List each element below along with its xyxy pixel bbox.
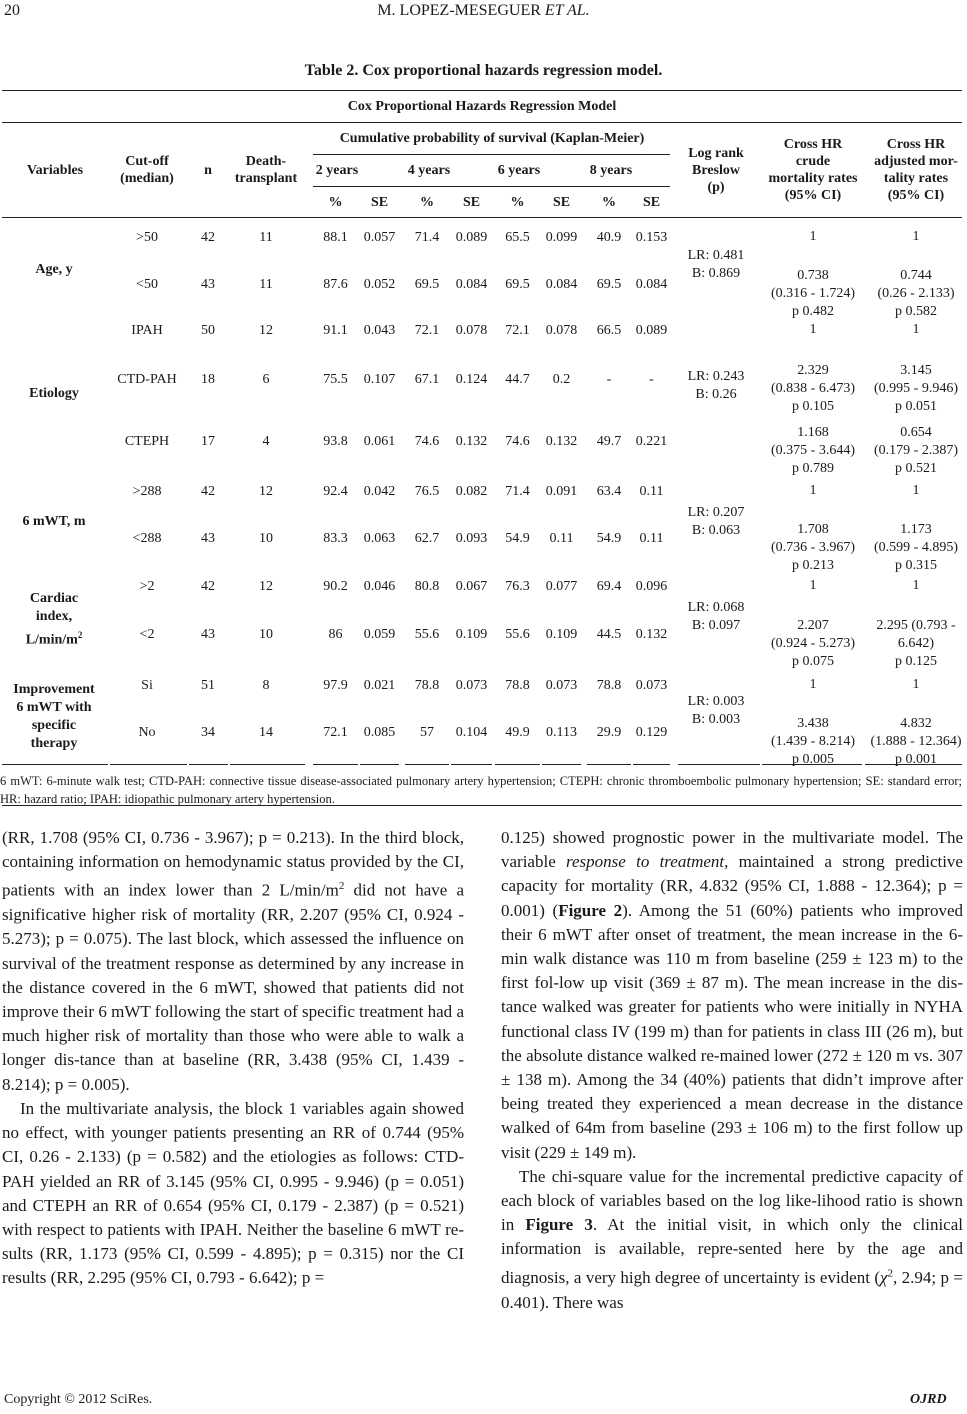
left-paragraph-1: (RR, 1.708 (95% CI, 0.736 - 3.967); p = 0.213). In the third block, containing information on hemodynamic status provided by the CI, patients with an index lower than 2 $L/\min/m^2$ did not have a significative higher risk of mortality (RR, 2.207 (95% CI, 0.924 - 5.273); p = 0.075). The last block, which assessed the influence on survival of the treatment response as determined by any increase in the distance covered in the 6 mWT, showed that patients did not improve their 6 mWT following the start of specific treatment had a much higher risk of mortality than those who were able to walk a longer dis-tance than at baseline (RR, 3.438 (95% CI, 1.439 - 8.214); p = 0.005). xyxy=(2,828,464,1094)
row-km-value: 78.8 xyxy=(596,677,622,693)
header-sub-3: % xyxy=(420,194,434,210)
row-n: 43 xyxy=(201,530,215,546)
header-death-transplant: Death- transplant xyxy=(234,154,298,186)
row-crude-hr: 1 xyxy=(809,322,817,337)
row-cutoff: Si xyxy=(141,677,153,693)
row-km-value: 0.063 xyxy=(363,530,396,546)
row-n: 17 xyxy=(201,433,215,449)
row-adjusted-hr: 0.744 (0.26 - 2.133) p 0.582 xyxy=(877,268,955,319)
row-km-value: 0.073 xyxy=(545,677,578,693)
table-bottom-segment xyxy=(189,764,228,765)
row-adjusted-hr: 4.832 (1.888 - 12.364) p 0.001 xyxy=(870,716,962,767)
row-km-value: 88.1 xyxy=(323,229,348,245)
row-adjusted-hr: 1 xyxy=(912,322,920,337)
row-crude-hr: 2.207 (0.924 - 5.273) p 0.075 xyxy=(771,618,855,669)
row-km-value: 44.7 xyxy=(505,371,530,387)
row-km-value: 78.8 xyxy=(414,677,440,693)
row-km-value: 87.6 xyxy=(323,276,348,292)
running-head: M. LOPEZ-MESEGUER ET AL. xyxy=(377,2,590,19)
row-km-value: 0.11 xyxy=(549,530,574,546)
row-death-transplant: 6 xyxy=(262,371,270,387)
right-paragraph-2: The chi-square value for the incremental predictive capacity of each block of variables based on the log like-lihood ratio is shown in Figure 3. At the initial visit, in which only the clinical information is available, repre-sented here by the age and diagnosis, a very high degree of uncertainty is evident ($\chi^2$, 2.94; p = 0.401). There was xyxy=(501,1166,963,1312)
row-km-value: 91.1 xyxy=(323,322,348,338)
table-bottom-segment xyxy=(542,764,581,765)
header-n: n xyxy=(204,162,212,178)
group-log-rank: LR: 0.243 B: 0.26 xyxy=(687,369,745,402)
header-sub-6: SE xyxy=(552,194,571,210)
table-bottom-segment xyxy=(495,764,540,765)
row-crude-hr: 3.438 (1.439 - 8.214) p 0.005 xyxy=(771,716,855,767)
header-sub-5: % xyxy=(510,194,525,210)
row-km-value: 71.4 xyxy=(414,229,440,245)
header-cutoff: Cut-off (median) xyxy=(120,154,174,186)
row-km-value: 0.067 xyxy=(455,578,488,594)
row-cutoff: IPAH xyxy=(131,322,163,338)
row-km-value: 90.2 xyxy=(323,578,348,594)
row-km-value: 80.8 xyxy=(414,578,440,594)
table-bottom-segment xyxy=(633,764,670,765)
right-paragraph-1: 0.125) showed prognostic power in the multivariate model. The variable response to treatment, maintained a strong predictive capacity for mortality (RR, 4.832 (95% CI, 1.888 - 12.364); p = 0.001) (Figure 2). Among the 51 (60%) patients who improved their 6 mWT after onset of treatment, the mean increase in the 6-min walk distance was 110 m from baseline (259 ± 123 m) to the first fol-low up visit (369 ± 87 m). The mean increase in the dis-tance walked was greater for patients who were initially in NYHA functional class IV (199 m) than for patients in class III (26 m), but the absolute distance walked re-mained lower (272 ± 120 m vs. 307 ± 138 m). Among the 34 (40%) patients that didn’t improve after being treated they experienced a mean decrease in the distance walked of 64m from baseline (293 ± 106 m) to the first follow up visit (229 ± 149 m). xyxy=(501,828,963,1162)
row-adjusted-hr: 1 xyxy=(912,229,920,244)
header-sub-2: SE xyxy=(370,194,389,210)
table-bottom-segment xyxy=(230,764,305,765)
header-sub-1: % xyxy=(328,194,343,210)
group-log-rank: LR: 0.003 B: 0.003 xyxy=(687,694,745,727)
row-km-value: 54.9 xyxy=(596,530,622,546)
row-crude-hr: 1.168 (0.375 - 3.644) p 0.789 xyxy=(771,425,855,476)
header-crude-hr: Cross HR crude mortality rates (95% CI) xyxy=(768,137,858,203)
row-cutoff: No xyxy=(138,724,156,740)
row-km-value: 78.8 xyxy=(505,677,530,693)
row-adjusted-hr: 1 xyxy=(912,677,920,692)
row-death-transplant: 10 xyxy=(259,530,273,546)
row-crude-hr: 1.708 (0.736 - 3.967) p 0.213 xyxy=(771,522,855,573)
row-km-value: 0.082 xyxy=(455,483,488,499)
row-km-value: 97.9 xyxy=(323,677,348,693)
row-cutoff: <2 xyxy=(139,626,155,642)
header-year-1: 2 years xyxy=(315,162,359,178)
row-crude-hr: 1 xyxy=(809,483,817,498)
row-km-value: - xyxy=(649,371,654,387)
row-km-value: 0.073 xyxy=(635,677,668,693)
row-km-value: 74.6 xyxy=(505,433,530,449)
row-adjusted-hr: 0.654 (0.179 - 2.387) p 0.521 xyxy=(874,425,958,476)
row-km-value: 69.5 xyxy=(596,276,622,292)
row-km-value: 69.5 xyxy=(505,276,530,292)
table-bottom-segment xyxy=(587,764,631,765)
row-km-value: 76.3 xyxy=(505,578,530,594)
row-cutoff: CTD-PAH xyxy=(117,371,177,387)
row-crude-hr: 1 xyxy=(809,229,817,244)
row-death-transplant: 8 xyxy=(262,677,270,693)
row-km-value: 0.021 xyxy=(363,677,396,693)
row-km-value: 0.096 xyxy=(635,578,668,594)
row-n: 50 xyxy=(201,322,215,338)
row-n: 42 xyxy=(201,578,215,594)
row-crude-hr: 1 xyxy=(809,677,817,692)
row-km-value: 49.9 xyxy=(505,724,530,740)
group-log-rank: LR: 0.207 B: 0.063 xyxy=(687,505,745,538)
row-km-value: 72.1 xyxy=(414,322,440,338)
header-log-rank: Log rank Breslow (p) xyxy=(688,145,744,195)
row-km-value: 0.084 xyxy=(635,276,668,292)
row-adjusted-hr: 1 xyxy=(912,578,920,593)
table-caption: Table 2. Cox proportional hazards regression model. xyxy=(304,62,663,79)
row-km-value: 29.9 xyxy=(596,724,622,740)
left-paragraph-2: In the multivariate analysis, the block 1 variables again showed no effect, with younger patients presenting an RR of 0.744 (95% CI, 0.26 - 2.133) (p = 0.582) and the etiologies as follows: CTD-PAH yielded an RR of 3.145 (95% CI, 0.995 - 9.946) (p = 0.051) and CTEPH an RR of 0.654 (95% CI, 0.179 - 2.387) (p = 0.521) with respect to patients with IPAH. Neither the baseline 6 mWT re-sults (RR, 1.173 (95% CI, 0.599 - 4.895); p = 0.315) nor the CI results (RR, 2.295 (95% CI, 0.793 - 6.642); p = xyxy=(2,1098,464,1288)
group-label: 6 mWT, m xyxy=(22,514,86,529)
row-cutoff: <288 xyxy=(132,530,162,546)
row-km-value: 44.5 xyxy=(596,626,622,642)
row-km-value: 0.091 xyxy=(545,483,578,499)
row-km-value: 0.11 xyxy=(639,483,664,499)
row-km-value: 0.059 xyxy=(363,626,396,642)
row-death-transplant: 11 xyxy=(259,229,273,245)
header-year-2: 4 years xyxy=(407,162,451,178)
row-km-value: 0.132 xyxy=(545,433,578,449)
row-n: 34 xyxy=(201,724,215,740)
row-km-value: 74.6 xyxy=(414,433,440,449)
row-km-value: 0.093 xyxy=(455,530,488,546)
row-km-value: 55.6 xyxy=(414,626,440,642)
row-crude-hr: 2.329 (0.838 - 6.473) p 0.105 xyxy=(771,363,855,414)
row-km-value: 92.4 xyxy=(323,483,348,499)
row-km-value: 55.6 xyxy=(505,626,530,642)
table-title: Cox Proportional Hazards Regression Model xyxy=(347,98,617,114)
row-km-value: 66.5 xyxy=(596,322,622,338)
row-n: 42 xyxy=(201,483,215,499)
row-km-value: 0.089 xyxy=(455,229,488,245)
row-km-value: 69.5 xyxy=(414,276,440,292)
table-bottom-segment xyxy=(678,764,760,765)
row-km-value: 71.4 xyxy=(505,483,530,499)
km-header-rule xyxy=(313,154,670,155)
header-sub-7: % xyxy=(602,194,616,210)
table-title-rule xyxy=(2,122,962,123)
header-bottom-rule xyxy=(2,217,962,218)
row-cutoff: >50 xyxy=(136,229,158,245)
row-death-transplant: 14 xyxy=(259,724,273,740)
row-km-value: 0.153 xyxy=(635,229,668,245)
header-adjusted-hr: Cross HR adjusted mor- tality rates (95% CI) xyxy=(874,137,958,203)
row-crude-hr: 0.738 (0.316 - 1.724) p 0.482 xyxy=(771,268,855,319)
row-km-value: 0.084 xyxy=(545,276,578,292)
row-km-value: 0.073 xyxy=(455,677,488,693)
row-n: 51 xyxy=(201,677,215,693)
header-year-4: 8 years xyxy=(589,162,633,178)
row-km-value: 0.078 xyxy=(545,322,578,338)
row-km-value: 57 xyxy=(420,724,434,740)
row-km-value: 0.043 xyxy=(363,322,396,338)
table-bottom-segment xyxy=(405,764,449,765)
row-km-value: 0.132 xyxy=(635,626,668,642)
row-death-transplant: 12 xyxy=(259,483,273,499)
row-n: 43 xyxy=(201,276,215,292)
row-km-value: 0.109 xyxy=(545,626,578,642)
years-header-rule xyxy=(313,186,670,187)
row-km-value: 83.3 xyxy=(323,530,348,546)
row-death-transplant: 10 xyxy=(259,626,273,642)
row-km-value: 40.9 xyxy=(596,229,622,245)
row-cutoff: CTEPH xyxy=(124,433,170,449)
row-adjusted-hr: 2.295 (0.793 - 6.642) p 0.125 xyxy=(876,618,956,669)
row-km-value: 0.221 xyxy=(635,433,668,449)
row-cutoff: >2 xyxy=(139,578,155,594)
header-sub-4: SE xyxy=(462,194,481,210)
row-km-value: 67.1 xyxy=(414,371,440,387)
row-km-value: 0.11 xyxy=(639,530,664,546)
row-km-value: 72.1 xyxy=(323,724,348,740)
row-km-value: 0.042 xyxy=(363,483,396,499)
row-km-value: 0.057 xyxy=(363,229,396,245)
row-km-value: 0.113 xyxy=(546,724,577,740)
row-km-value: 0.089 xyxy=(635,322,668,338)
row-km-value: 63.4 xyxy=(596,483,622,499)
group-log-rank: LR: 0.068 B: 0.097 xyxy=(687,600,745,633)
row-km-value: 0.078 xyxy=(455,322,488,338)
row-cutoff: >288 xyxy=(132,483,162,499)
row-km-value: 0.124 xyxy=(455,371,488,387)
row-km-value: 0.077 xyxy=(545,578,578,594)
right-text-column xyxy=(501,826,963,1315)
row-death-transplant: 4 xyxy=(262,433,270,449)
left-text-column xyxy=(2,826,464,1291)
row-n: 18 xyxy=(201,371,215,387)
header-kaplan-meier: Cumulative probability of survival (Kaplan-Meier) xyxy=(339,130,645,146)
table-bottom-segment xyxy=(360,764,399,765)
row-n: 42 xyxy=(201,229,215,245)
row-death-transplant: 12 xyxy=(259,578,273,594)
row-km-value: 0.132 xyxy=(455,433,488,449)
row-km-value: 0.099 xyxy=(545,229,578,245)
table-footnote: 6 mWT: 6-minute walk test; CTD-PAH: connective tissue disease-associated pulmonary artery hypertension; CTEPH: chronic thromboembolic pulmonary hypertension; SE: standard error; HR: hazard ratio; IPAH: idiopathic pulmonary artery hypertension. xyxy=(0,774,962,806)
group-label: Improvement 6 mWT with specific therapy xyxy=(13,682,95,751)
header-sub-8: SE xyxy=(642,194,661,210)
table-bottom-segment xyxy=(110,764,187,765)
group-label: Age, y xyxy=(35,262,73,277)
row-km-value: 65.5 xyxy=(505,229,530,245)
row-km-value: 69.4 xyxy=(596,578,622,594)
row-n: 43 xyxy=(201,626,215,642)
row-km-value: 0.061 xyxy=(363,433,396,449)
row-km-value: - xyxy=(606,371,612,387)
row-km-value: 0.109 xyxy=(455,626,488,642)
page-number: 20 xyxy=(4,2,20,19)
table-bottom-segment xyxy=(2,764,108,765)
journal-abbreviation: OJRD xyxy=(910,1392,947,1407)
row-km-value: 0.107 xyxy=(363,371,396,387)
group-label: Etiology xyxy=(29,386,79,401)
row-km-value: 0.2 xyxy=(552,371,571,387)
row-km-value: 54.9 xyxy=(505,530,530,546)
row-death-transplant: 12 xyxy=(259,322,273,338)
header-year-3: 6 years xyxy=(497,162,541,178)
row-crude-hr: 1 xyxy=(809,578,817,593)
row-km-value: 0.046 xyxy=(363,578,396,594)
row-km-value: 86 xyxy=(328,626,343,642)
row-adjusted-hr: 1.173 (0.599 - 4.895) p 0.315 xyxy=(874,522,958,573)
row-adjusted-hr: 1 xyxy=(912,483,920,498)
row-km-value: 93.8 xyxy=(323,433,348,449)
row-cutoff: <50 xyxy=(136,276,158,292)
row-km-value: 49.7 xyxy=(596,433,622,449)
row-km-value: 0.052 xyxy=(363,276,396,292)
row-km-value: 0.104 xyxy=(455,724,488,740)
table-bottom-segment xyxy=(313,764,358,765)
row-adjusted-hr: 3.145 (0.995 - 9.946) p 0.051 xyxy=(874,363,958,414)
header-variables: Variables xyxy=(26,162,84,178)
row-km-value: 62.7 xyxy=(414,530,440,546)
row-km-value: 0.129 xyxy=(635,724,668,740)
row-km-value: 0.084 xyxy=(455,276,488,292)
group-label: Cardiac index, $L/\min/m^2$ xyxy=(25,591,83,648)
row-death-transplant: 11 xyxy=(259,276,273,292)
row-km-value: 0.085 xyxy=(363,724,396,740)
table-bottom-segment xyxy=(451,764,492,765)
row-km-value: 75.5 xyxy=(323,371,348,387)
row-km-value: 72.1 xyxy=(505,322,530,338)
copyright-footer: Copyright © 2012 SciRes. xyxy=(4,1392,153,1407)
group-log-rank: LR: 0.481 B: 0.869 xyxy=(687,248,745,281)
table-top-rule xyxy=(2,90,962,91)
row-km-value: 76.5 xyxy=(414,483,440,499)
